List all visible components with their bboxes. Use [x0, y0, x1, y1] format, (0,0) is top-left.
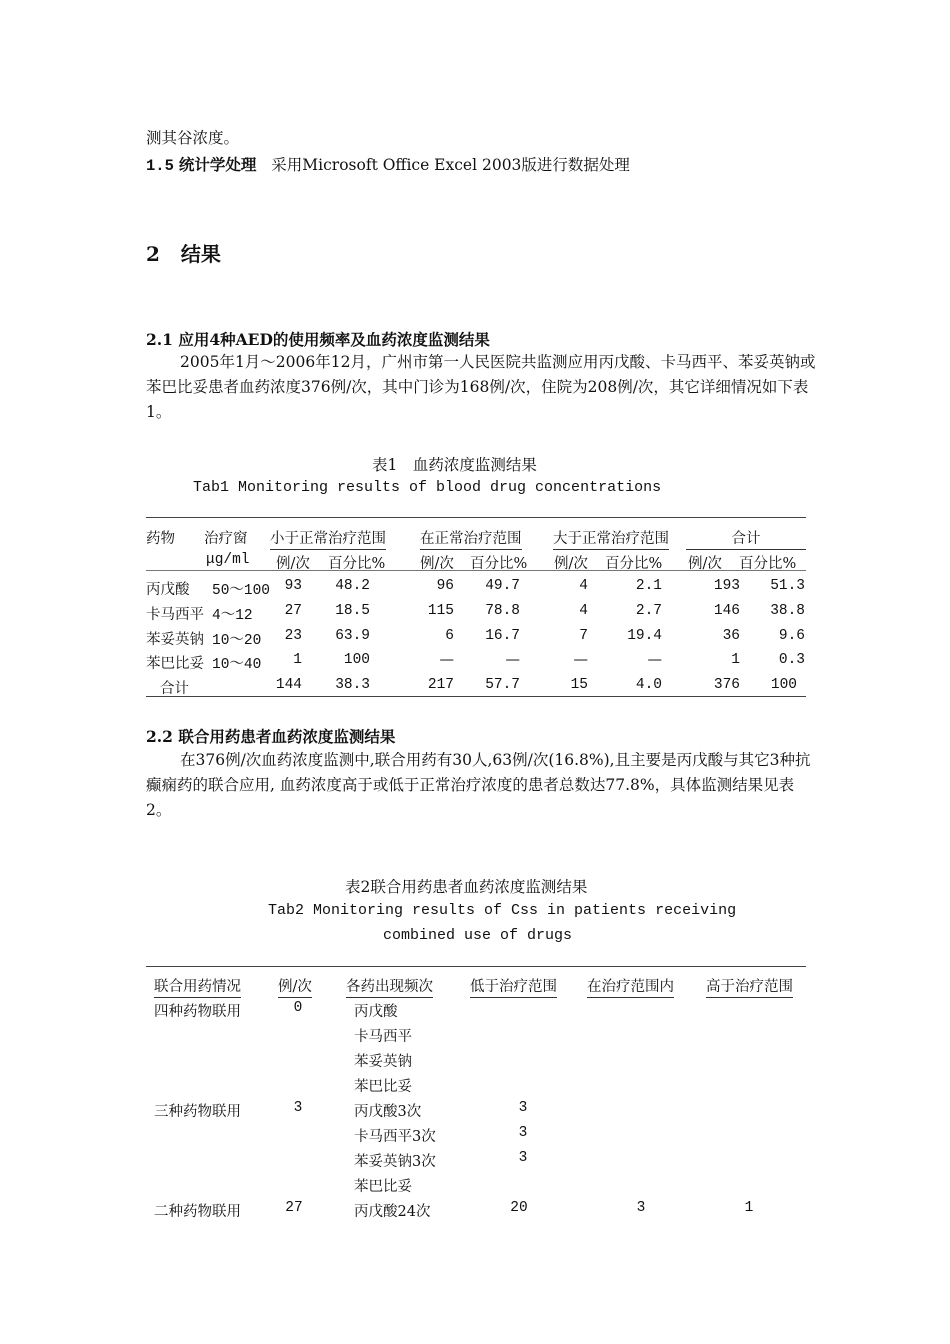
t1-cell-c6: 2.7 [635, 603, 662, 619]
t1-cell-c6: — [647, 652, 662, 668]
t1-cell-window: 10～40 [212, 657, 262, 673]
t1-cell-c4: 78.8 [485, 603, 520, 619]
t1-head-within-p: 百分比% [470, 556, 528, 572]
section-2-heading [146, 238, 221, 267]
t2-three-low: 3 [518, 1125, 528, 1141]
t2-head-freq: 各药出现频次 [346, 975, 433, 998]
t1-cell-window: 10～20 [212, 633, 262, 649]
t1-cell-c5: 4 [579, 578, 588, 594]
t1-cell-c2: 18.5 [335, 603, 370, 619]
t2-four-cases: 0 [293, 1000, 303, 1016]
t1-cell-drug: 苯妥英钠 [146, 632, 204, 648]
t2-head-high: 高于治疗范围 [706, 975, 793, 998]
t1-cell-c7: 1 [731, 652, 740, 668]
t2-three-drug: 苯妥英钠3次 [354, 1154, 436, 1170]
t1-total-c2: 38.3 [335, 677, 370, 693]
t2-four-drug: 苯巴比妥 [354, 1079, 412, 1095]
t1-cell-c7: 36 [722, 628, 740, 644]
t1-total-c6: 4.0 [635, 677, 662, 693]
t2-three-drug: 卡马西平3次 [354, 1129, 436, 1145]
t1-head-drug: 药物 [146, 531, 175, 547]
table1-caption-cn: 表1 血药浓度监测结果 [372, 456, 537, 474]
t2-head-combo: 联合用药情况 [154, 975, 241, 998]
t1-cell-c6: 2.1 [635, 578, 662, 594]
t2-two-in: 3 [636, 1200, 646, 1216]
t1-head-unit: μg/ml [206, 552, 250, 568]
t1-head-below-p: 百分比% [328, 556, 386, 572]
t2-two-cases: 27 [285, 1200, 303, 1216]
t1-total-c1: 144 [275, 677, 302, 693]
section-number: 2 [146, 242, 160, 266]
table1-caption-en: Tab1 Monitoring results of blood drug concentrations [193, 479, 662, 496]
section-1-5 [146, 153, 630, 175]
table2-caption-en-2: combined use of drugs [383, 927, 573, 944]
t1-head-total-p: 百分比% [739, 556, 797, 572]
t1-cell-c4: 16.7 [485, 628, 520, 644]
t1-cell-drug: 苯巴比妥 [146, 656, 204, 672]
t1-cell-c2: 63.9 [335, 628, 370, 644]
t2-three-low: 3 [518, 1100, 528, 1116]
t1-cell-c1: 93 [284, 578, 302, 594]
t1-cell-c8: 38.8 [770, 603, 805, 619]
table1-bottom-rule [146, 696, 806, 697]
t1-cell-c2: 100 [343, 652, 370, 668]
t2-head-low: 低于治疗范围 [470, 975, 557, 998]
t1-cell-c5: 4 [579, 603, 588, 619]
t1-head-above-n: 例/次 [554, 556, 588, 572]
t1-head-within-n: 例/次 [420, 556, 454, 572]
table1-top-rule [146, 517, 806, 518]
t2-head-cases: 例/次 [278, 975, 312, 998]
section-title: 结果 [180, 242, 221, 266]
t1-cell-c7: 146 [713, 603, 740, 619]
t1-cell-drug: 丙戊酸 [146, 582, 190, 598]
t1-total-c5: 15 [570, 677, 588, 693]
section-number: 1.5 [146, 157, 174, 175]
t2-head-in: 在治疗范围内 [587, 975, 674, 998]
intro-line: 测其谷浓度。 [146, 129, 240, 147]
t2-three-cases: 3 [293, 1100, 303, 1116]
t1-cell-c2: 48.2 [335, 578, 370, 594]
t1-cell-window: 50～100 [212, 583, 271, 599]
subsection-2-2-title: 2.2 联合用药患者血药浓度监测结果 [146, 727, 396, 746]
t1-cell-c5: 7 [579, 628, 588, 644]
t1-head-below-n: 例/次 [276, 556, 310, 572]
t1-head-above: 大于正常治疗范围 [553, 527, 669, 550]
t2-two-high: 1 [744, 1200, 754, 1216]
t1-cell-c4: — [505, 652, 520, 668]
table2-caption-cn: 表2联合用药患者血药浓度监测结果 [345, 878, 588, 896]
t1-head-above-p: 百分比% [605, 556, 663, 572]
t2-three-drug: 丙戊酸3次 [354, 1104, 422, 1120]
t1-cell-c6: 19.4 [627, 628, 662, 644]
subsection-2-1-title: 2.1 应用4种AED的使用频率及血药浓度监测结果 [146, 330, 490, 349]
t2-four-drug: 苯妥英钠 [354, 1054, 412, 1070]
section-title: 统计学处理 [178, 155, 257, 174]
t1-head-window: 治疗窗 [204, 531, 248, 547]
table2-caption-en-1: Tab2 Monitoring results of Css in patients receiving [268, 902, 737, 919]
t1-head-total-n: 例/次 [688, 556, 722, 572]
t1-cell-c3: 115 [427, 603, 454, 619]
t1-head-within: 在正常治疗范围 [420, 527, 522, 550]
t2-two-drug: 丙戊酸24次 [354, 1204, 431, 1220]
t1-cell-c5: — [573, 652, 588, 668]
t1-cell-c3: 96 [436, 578, 454, 594]
t1-cell-window: 4～12 [212, 608, 253, 624]
t1-cell-c1: 27 [284, 603, 302, 619]
t1-cell-c8: 0.3 [778, 652, 805, 668]
t2-three-label: 三种药物联用 [154, 1104, 241, 1120]
section-text: 采用Microsoft Office Excel 2003版进行数据处理 [271, 156, 630, 174]
t1-total-c3: 217 [427, 677, 454, 693]
t2-three-drug: 苯巴比妥 [354, 1179, 412, 1195]
t1-head-below: 小于正常治疗范围 [270, 527, 386, 550]
t1-cell-c3: — [439, 652, 454, 668]
table1-head-rule [146, 570, 806, 571]
t2-four-drug: 丙戊酸 [354, 1004, 398, 1020]
table2-top-rule [146, 966, 806, 967]
t2-three-low: 3 [518, 1150, 528, 1166]
t1-cell-c4: 49.7 [485, 578, 520, 594]
t1-cell-c8: 9.6 [778, 628, 805, 644]
t1-total-c4: 57.7 [485, 677, 520, 693]
t1-cell-c7: 193 [713, 578, 740, 594]
subsection-2-2-body: 在376例/次血药浓度监测中,联合用药有30人,63例/次(16.8%),且主要是丙戊酸与其它3种抗癫痫药的联合应用, 血药浓度高于或低于正常治疗浓度的患者总数达77.8%，具体监测结果见表2。 [146, 751, 811, 819]
t1-total-c8: 100 [770, 677, 797, 693]
t1-total-label: 合计 [160, 681, 189, 697]
t1-cell-c1: 1 [293, 652, 302, 668]
t1-cell-c3: 6 [445, 628, 454, 644]
t2-two-low: 20 [510, 1200, 528, 1216]
t1-cell-c1: 23 [284, 628, 302, 644]
t1-cell-drug: 卡马西平 [146, 607, 204, 623]
t1-head-total: 合计 [686, 527, 806, 550]
t2-two-label: 二种药物联用 [154, 1204, 241, 1220]
t1-total-c7: 376 [713, 677, 740, 693]
t2-four-label: 四种药物联用 [154, 1004, 241, 1020]
t1-cell-c8: 51.3 [770, 578, 805, 594]
t2-four-drug: 卡马西平 [354, 1029, 412, 1045]
subsection-2-1-body: 2005年1月～2006年12月，广州市第一人民医院共监测应用丙戊酸、卡马西平、苯妥英钠或苯巴比妥患者血药浓度376例/次，其中门诊为168例/次，住院为208例/次，其它详细情况如下表1。 [146, 353, 816, 421]
